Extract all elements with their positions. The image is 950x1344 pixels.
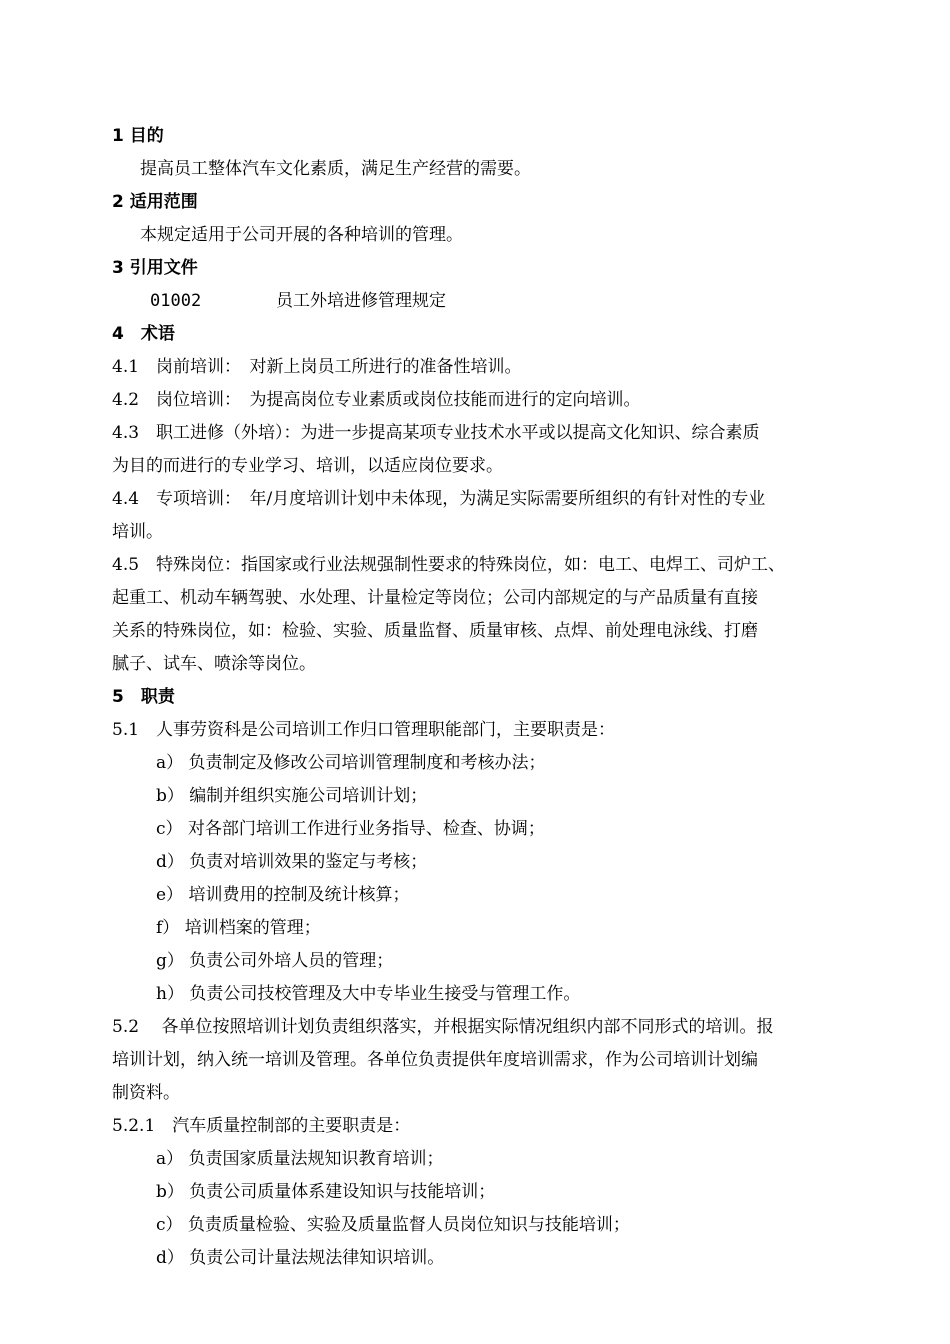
duty-5-2-1: 5.2.1 汽车质量控制部的主要职责是： [112,1116,411,1136]
term-4-5-line1: 4.5 特殊岗位：指国家或行业法规强制性要求的特殊岗位，如：电工、电焊工、司炉工、 [112,555,786,575]
duty-5-2-1-item: b） 负责公司质量体系建设知识与技能培训； [156,1182,496,1202]
duty-5-1-item: e） 培训费用的控制及统计核算； [156,885,410,905]
reference-title: 员工外培进修管理规定 [276,291,446,311]
term-4-5-line4: 腻子、试车、喷涂等岗位。 [112,654,316,674]
term-4-3-line1: 4.3 职工进修（外培）：为进一步提高某项专业技术水平或以提高文化知识、综合素质 [112,423,760,443]
term-4-5-line2: 起重工、机动车辆驾驶、水处理、计量检定等岗位；公司内部规定的与产品质量有直接 [112,588,758,608]
term-4-4-line1: 4.4 专项培训： 年/月度培训计划中未体现，为满足实际需要所组织的有针对性的专业 [112,489,766,509]
duty-5-2-line3: 制资料。 [112,1083,180,1103]
duty-5-1-item: g） 负责公司外培人员的管理； [156,951,394,971]
term-4-1: 4.1 岗前培训： 对新上岗员工所进行的准备性培训。 [112,357,522,377]
duty-5-1: 5.1 人事劳资科是公司培训工作归口管理职能部门，主要职责是： [112,720,616,740]
reference-code: 01002 [150,291,202,311]
duty-5-2-line2: 培训计划，纳入统一培训及管理。各单位负责提供年度培训需求，作为公司培训计划编 [112,1050,758,1070]
section-4-heading: 4 术语 [112,324,175,344]
duty-5-1-item: f） 培训档案的管理； [156,918,321,938]
reference-row [150,290,862,312]
duty-5-2-1-item: d） 负责公司计量法规法律知识培训。 [156,1248,445,1268]
duty-5-2-line1: 5.2 各单位按照培训计划负责组织落实，并根据实际情况组织内部不同形式的培训。报 [112,1017,774,1037]
section-2-body: 本规定适用于公司开展的各种培训的管理。 [140,225,463,245]
section-1-heading: 1 目的 [112,126,164,146]
duty-5-2-1-item: c） 负责质量检验、实验及质量监督人员岗位知识与技能培训； [156,1215,630,1235]
term-4-4-line2: 培训。 [112,522,163,542]
duty-5-1-item: d） 负责对培训效果的鉴定与考核； [156,852,428,872]
duty-5-2-1-item: a） 负责国家质量法规知识教育培训； [156,1149,444,1169]
duty-5-1-item: a） 负责制定及修改公司培训管理制度和考核办法； [156,753,546,773]
section-5-heading: 5 职责 [112,687,175,707]
duty-5-1-item: h） 负责公司技校管理及大中专毕业生接受与管理工作。 [156,984,581,1004]
section-1-body: 提高员工整体汽车文化素质，满足生产经营的需要。 [140,159,531,179]
section-2-heading: 2 适用范围 [112,192,198,212]
section-3-heading: 3 引用文件 [112,258,198,278]
term-4-3-line2: 为目的而进行的专业学习、培训，以适应岗位要求。 [112,456,503,476]
term-4-2: 4.2 岗位培训： 为提高岗位专业素质或岗位技能而进行的定向培训。 [112,390,641,410]
term-4-5-line3: 关系的特殊岗位，如：检验、实验、质量监督、质量审核、点焊、前处理电泳线、打磨 [112,621,758,641]
duty-5-1-item: c） 对各部门培训工作进行业务指导、检查、协调； [156,819,545,839]
duty-5-1-item: b） 编制并组织实施公司培训计划； [156,786,428,806]
